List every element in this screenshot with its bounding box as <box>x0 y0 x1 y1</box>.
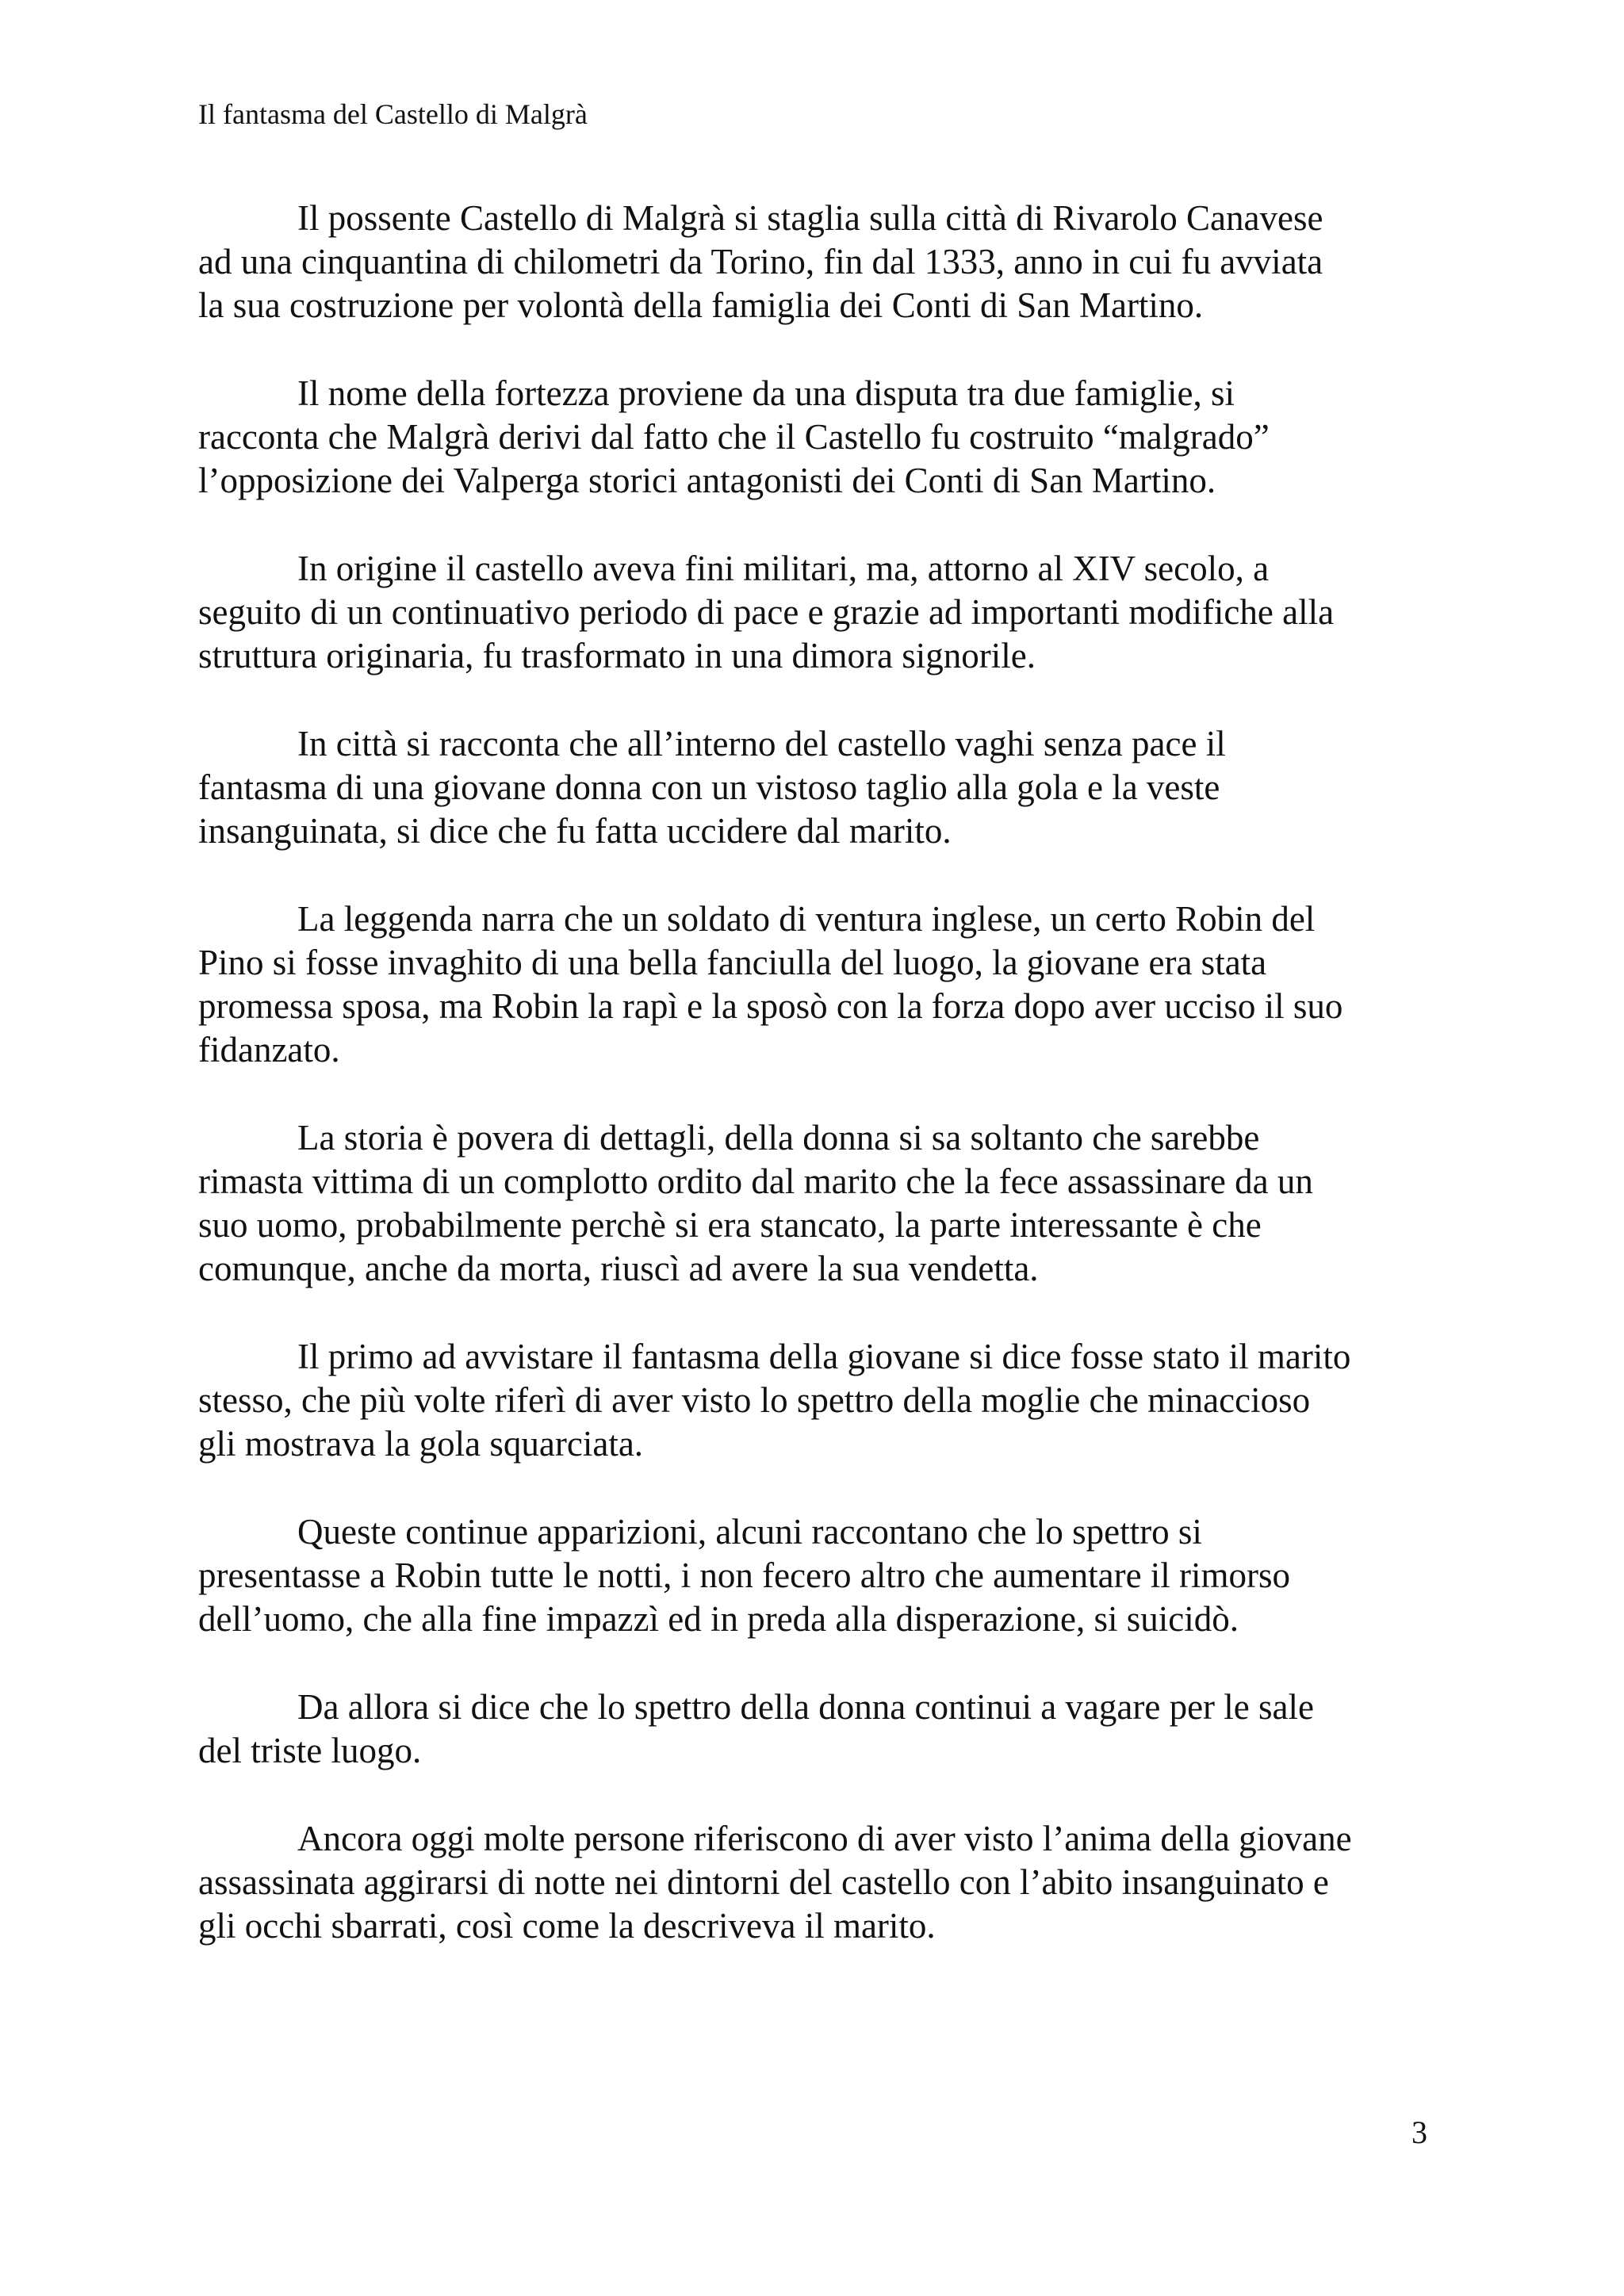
text-line: Da allora si dice che lo spettro della donna continui a vagare per le sale <box>297 1687 1314 1727</box>
paragraph <box>198 1510 1435 1641</box>
text-line: promessa sposa, ma Robin la rapì e la sposò con la forza dopo aver ucciso il suo <box>198 986 1343 1026</box>
text-line: Pino si fosse invaghito di una bella fanciulla del luogo, la giovane era stata <box>198 943 1267 982</box>
paragraph <box>198 1335 1435 1466</box>
text-line: rimasta vittima di un complotto ordito dal marito che la fece assassinare da un <box>198 1161 1313 1201</box>
text-line: presentasse a Robin tutte le notti, i non fecero altro che aumentare il rimorso <box>198 1556 1291 1595</box>
text-line: del triste luogo. <box>198 1731 422 1770</box>
text-line: stesso, che più volte riferì di aver visto lo spettro della moglie che minaccioso <box>198 1380 1311 1420</box>
text-line: La storia è povera di dettagli, della donna si sa soltanto che sarebbe <box>297 1118 1260 1158</box>
text-line: In origine il castello aveva fini militari, ma, attorno al XIV secolo, a <box>297 549 1270 588</box>
text-line: racconta che Malgrà derivi dal fatto che il Castello fu costruito “malgrado” <box>198 417 1270 457</box>
paragraph <box>198 1686 1435 1773</box>
text-line: ad una cinquantina di chilometri da Torino, fin dal 1333, anno in cui fu avviata <box>198 242 1323 281</box>
paragraph <box>198 372 1435 503</box>
page-number: 3 <box>1411 2114 1427 2150</box>
body-text <box>198 197 1435 1992</box>
text-line: La leggenda narra che un soldato di ventura inglese, un certo Robin del <box>297 899 1316 939</box>
text-line: gli mostrava la gola squarciata. <box>198 1424 644 1464</box>
text-line: insanguinata, si dice che fu fatta uccidere dal marito. <box>198 811 952 851</box>
text-line: l’opposizione dei Valperga storici antagonisti dei Conti di San Martino. <box>198 461 1216 500</box>
text-line: Queste continue apparizioni, alcuni raccontano che lo spettro si <box>297 1512 1202 1552</box>
text-line: Ancora oggi molte persone riferiscono di aver visto l’anima della giovane <box>297 1819 1352 1858</box>
text-line: struttura originaria, fu trasformato in una dimora signorile. <box>198 636 1036 675</box>
text-line: assassinata aggirarsi di notte nei dintorni del castello con l’abito insanguinato e <box>198 1862 1329 1902</box>
text-line: suo uomo, probabilmente perchè si era stancato, la parte interessante è che <box>198 1205 1262 1245</box>
text-line: fidanzato. <box>198 1030 340 1070</box>
paragraph <box>198 547 1435 678</box>
paragraph <box>198 897 1435 1072</box>
text-line: gli occhi sbarrati, così come la descriveva il marito. <box>198 1906 936 1946</box>
running-header: Il fantasma del Castello di Malgrà <box>198 98 588 130</box>
text-line: Il primo ad avvistare il fantasma della giovane si dice fosse stato il marito <box>297 1337 1351 1376</box>
text-line: comunque, anche da morta, riuscì ad avere la sua vendetta. <box>198 1249 1039 1288</box>
text-line: la sua costruzione per volontà della famiglia dei Conti di San Martino. <box>198 285 1204 325</box>
text-line: dell’uomo, che alla fine impazzì ed in preda alla disperazione, si suicidò. <box>198 1599 1239 1639</box>
text-line: In città si racconta che all’interno del castello vaghi senza pace il <box>297 724 1226 763</box>
paragraph <box>198 1817 1435 1948</box>
text-line: fantasma di una giovane donna con un vistoso taglio alla gola e la veste <box>198 767 1220 807</box>
paragraph <box>198 1116 1435 1291</box>
text-line: Il possente Castello di Malgrà si staglia sulla città di Rivarolo Canavese <box>297 198 1323 238</box>
paragraph <box>198 197 1435 327</box>
paragraph <box>198 722 1435 853</box>
text-line: seguito di un continuativo periodo di pace e grazie ad importanti modifiche alla <box>198 592 1335 632</box>
text-line: Il nome della fortezza proviene da una disputa tra due famiglie, si <box>297 373 1235 413</box>
